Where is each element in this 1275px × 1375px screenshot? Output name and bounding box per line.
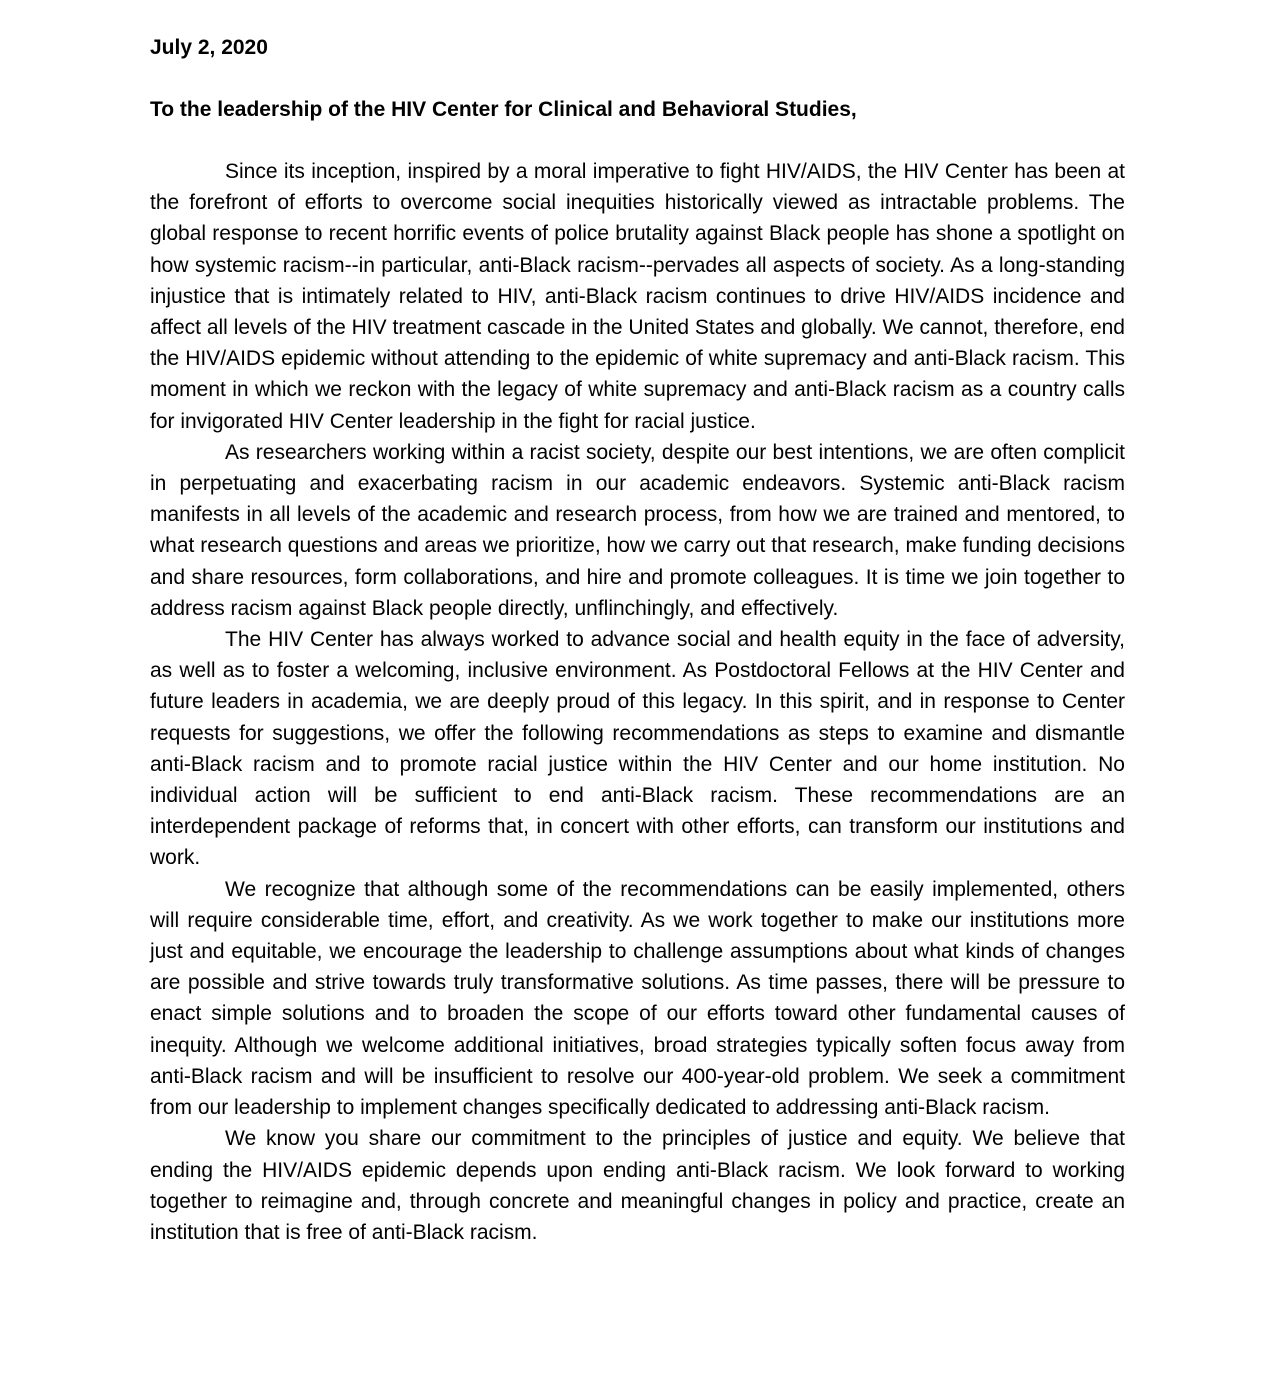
paragraph-4: We recognize that although some of the recommendations can be easily implemented, others will require considerable time, effort, and creativity. As we work together to make our institutions more just and equitable, we encourage the leadership to challenge assumptions about what kinds of changes are possible and strive towards truly transformative solutions. As time passes, there will be pressure to enact simple solutions and to broaden the scope of our efforts toward other fundamental causes of inequity. Although we welcome additional initiatives, broad strategies typically soften focus away from anti-Black racism and will be insufficient to resolve our 400-year-old problem. We seek a commitment from our leadership to implement changes specifically dedicated to addressing anti-Black racism.	[150, 877, 1125, 1120]
letter-salutation: To the leadership of the HIV Center for Clinical and Behavioral Studies,	[150, 98, 857, 121]
letter-date: July 2, 2020	[150, 36, 268, 59]
paragraph-3: The HIV Center has always worked to advance social and health equity in the face of adversity, as well as to foster a welcoming, inclusive environment. As Postdoctoral Fellows at the HIV Center and future leaders in academia, we are deeply proud of this legacy. In this spirit, and in response to Center requests for suggestions, we offer the following recommendations as steps to examine and dismantle anti-Black racism and to promote racial justice within the HIV Center and our home institution. No individual action will be sufficient to end anti-Black racism. These recommendations are an interdependent package of reforms that, in concert with other efforts, can transform our institutions and work.	[150, 628, 1125, 870]
paragraph-5: We know you share our commitment to the principles of justice and equity. We believe that ending the HIV/AIDS epidemic depends upon ending anti-Black racism. We look forward to working together to reimagine and, through concrete and meaningful changes in policy and practice, create an institution that is free of anti-Black racism.	[150, 1127, 1125, 1244]
paragraph-1: Since its inception, inspired by a moral imperative to fight HIV/AIDS, the HIV Center has been at the forefront of efforts to overcome social inequities historically viewed as intractable problems. The global response to recent horrific events of police brutality against Black people has shone a spotlight on how systemic racism--in particular, anti-Black racism--pervades all aspects of society. As a long-standing injustice that is intimately related to HIV, anti-Black racism continues to drive HIV/AIDS incidence and affect all levels of the HIV treatment cascade in the United States and globally. We cannot, therefore, end the HIV/AIDS epidemic without attending to the epidemic of white supremacy and anti-Black racism. This moment in which we reckon with the legacy of white supremacy and anti-Black racism as a country calls for invigorated HIV Center leadership in the fight for racial justice.	[150, 160, 1125, 433]
letter-body	[150, 156, 1125, 1248]
letter-document	[150, 32, 1125, 1248]
paragraph-2: As researchers working within a racist society, despite our best intentions, we are often complicit in perpetuating and exacerbating racism in our academic endeavors. Systemic anti-Black racism manifests in all levels of the academic and research process, from how we are trained and mentored, to what research questions and areas we prioritize, how we carry out that research, make funding decisions and share resources, form collaborations, and hire and promote colleagues. It is time we join together to address racism against Black people directly, unflinchingly, and effectively.	[150, 440, 1125, 620]
